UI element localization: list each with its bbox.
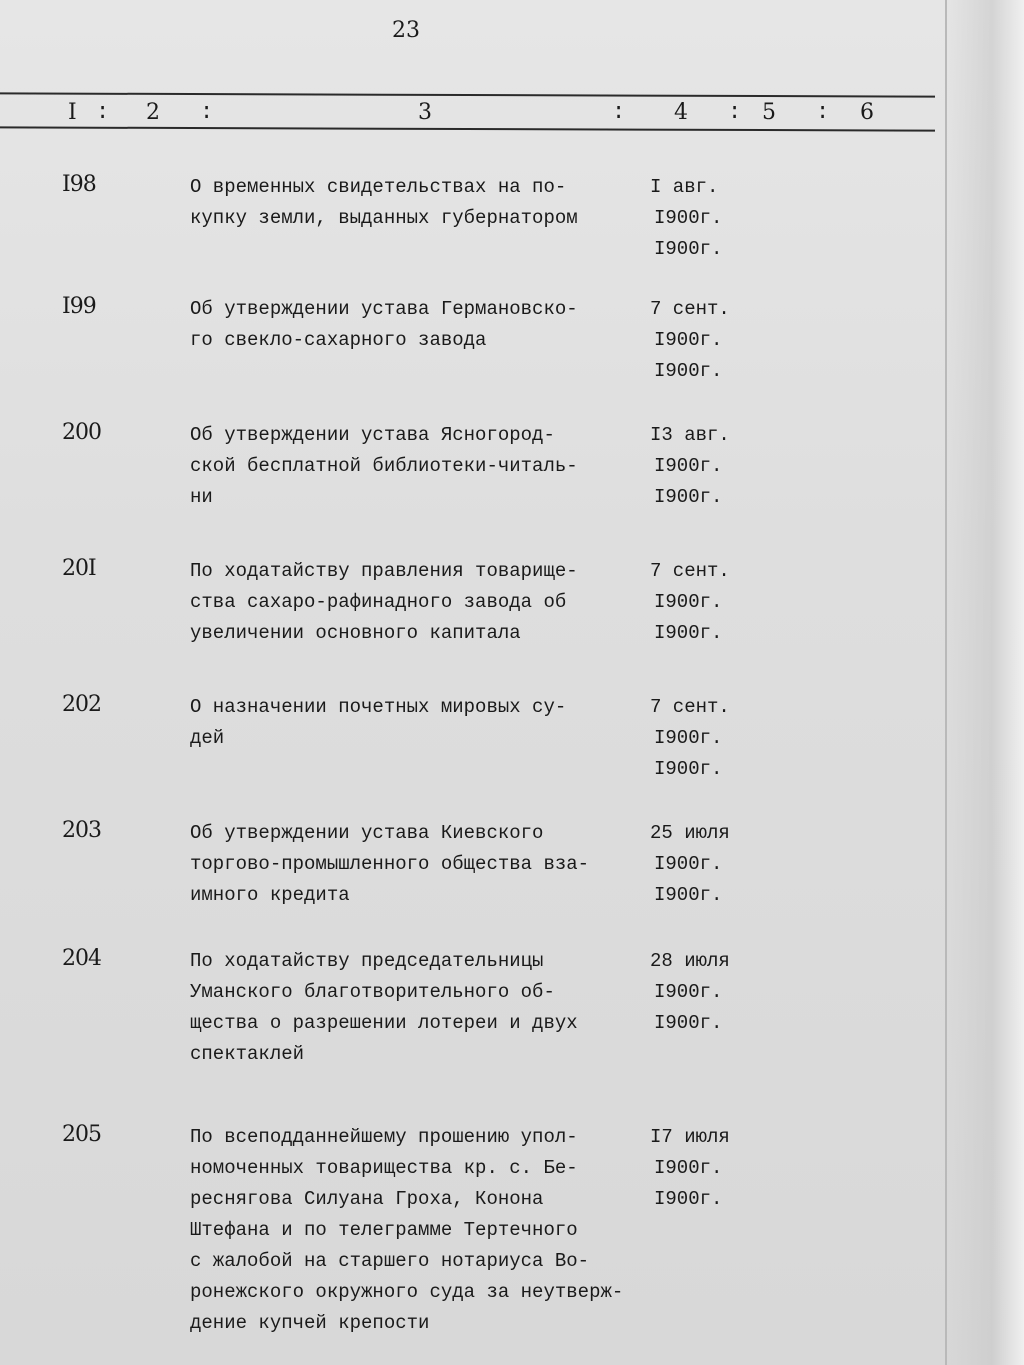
date-start: I3 авг. — [650, 424, 730, 446]
column-separator: : — [612, 100, 626, 125]
description-line: имного кредита — [190, 884, 350, 906]
description-line: торгово-промышленного общества вза- — [190, 853, 590, 875]
date-year: I900г. — [654, 591, 723, 613]
description-line: спектаклей — [190, 1043, 305, 1065]
description-line: Штефана и по телеграмме Тертечного — [190, 1219, 578, 1241]
description-line: дение купчей крепости — [190, 1312, 430, 1334]
entry-number: 205 — [62, 1122, 101, 1147]
date-year: I900г. — [654, 360, 723, 382]
entry-number: I98 — [62, 172, 96, 197]
column-header-5: 5 — [762, 100, 776, 125]
description-line: Об утверждении устава Киевского — [190, 822, 544, 844]
description-line: Об утверждении устава Ясногород- — [190, 424, 555, 446]
date-year: I900г. — [654, 622, 723, 644]
page-edge-line — [945, 0, 947, 1365]
date-year: I900г. — [654, 727, 723, 749]
description-line: номоченных товарищества кр. с. Бе- — [190, 1157, 578, 1179]
description-line: Уманского благотворительного об- — [190, 981, 555, 1003]
description-line: ской бесплатной библиотеки-читаль- — [190, 455, 578, 477]
description-line: ства сахаро-рафинадного завода об — [190, 591, 567, 613]
description-line: купку земли, выданных губернатором — [190, 207, 578, 229]
date-year: I900г. — [654, 1012, 723, 1034]
entry-dates — [650, 946, 790, 1039]
column-header-1: I — [68, 100, 77, 125]
description-line: По ходатайству председательницы — [190, 950, 544, 972]
date-start: 25 июля — [650, 822, 730, 844]
date-year: I900г. — [654, 1188, 723, 1210]
column-header-3: 3 — [418, 100, 432, 125]
entry-description — [190, 556, 650, 649]
column-header-2: 2 — [146, 100, 160, 125]
column-separator: : — [96, 100, 110, 125]
description-line: ни — [190, 486, 213, 508]
description-line: ронежского окружного суда за неутверж- — [190, 1281, 624, 1303]
description-line: го свекло-сахарного завода — [190, 329, 487, 351]
entry-number: 20I — [62, 556, 96, 581]
column-separator: : — [728, 100, 742, 125]
description-line: По всеподданнейшему прошению упол- — [190, 1126, 578, 1148]
entry-description — [190, 420, 650, 513]
date-year: I900г. — [654, 758, 723, 780]
date-year: I900г. — [654, 486, 723, 508]
description-line: с жалобой на старшего нотариуса Во- — [190, 1250, 590, 1272]
date-year: I900г. — [654, 981, 723, 1003]
entry-dates — [650, 1122, 790, 1215]
date-start: 28 июля — [650, 950, 730, 972]
entry-number: 200 — [62, 420, 101, 445]
date-year: I900г. — [654, 1157, 723, 1179]
entry-description — [190, 818, 650, 911]
date-year: I900г. — [654, 207, 723, 229]
entry-dates — [650, 294, 790, 387]
entry-description — [190, 946, 650, 1070]
entry-description — [190, 294, 650, 356]
entry-description — [190, 1122, 650, 1339]
date-start: I авг. — [650, 176, 719, 198]
header-rule-top — [0, 92, 935, 97]
entry-dates — [650, 172, 790, 265]
header-rule-bottom — [0, 126, 935, 131]
entry-dates — [650, 692, 790, 785]
date-start: 7 сент. — [650, 696, 730, 718]
description-line: Об утверждении устава Германовско- — [190, 298, 578, 320]
entry-dates — [650, 420, 790, 513]
date-start: 7 сент. — [650, 298, 730, 320]
entry-description — [190, 172, 650, 234]
description-line: увеличении основного капитала — [190, 622, 521, 644]
page-number: 23 — [392, 18, 420, 43]
entry-dates — [650, 818, 790, 911]
description-line: реснягова Силуана Гроха, Конона — [190, 1188, 544, 1210]
date-year: I900г. — [654, 455, 723, 477]
column-separator: : — [200, 100, 214, 125]
date-start: 7 сент. — [650, 560, 730, 582]
entry-number: 203 — [62, 818, 101, 843]
entry-number: 202 — [62, 692, 101, 717]
date-year: I900г. — [654, 884, 723, 906]
description-line: дей — [190, 727, 225, 749]
entry-description — [190, 692, 650, 754]
date-year: I900г. — [654, 238, 723, 260]
description-line: щества о разрешении лотереи и двух — [190, 1012, 578, 1034]
page-edge-shadow — [944, 0, 1024, 1365]
description-line: По ходатайству правления товарище- — [190, 560, 578, 582]
date-year: I900г. — [654, 853, 723, 875]
entry-number: I99 — [62, 294, 96, 319]
entry-dates — [650, 556, 790, 649]
column-separator: : — [816, 100, 830, 125]
date-year: I900г. — [654, 329, 723, 351]
column-header-6: 6 — [860, 100, 874, 125]
column-header-4: 4 — [674, 100, 688, 125]
entry-number: 204 — [62, 946, 101, 971]
description-line: О временных свидетельствах на по- — [190, 176, 567, 198]
date-start: I7 июля — [650, 1126, 730, 1148]
description-line: О назначении почетных мировых су- — [190, 696, 567, 718]
